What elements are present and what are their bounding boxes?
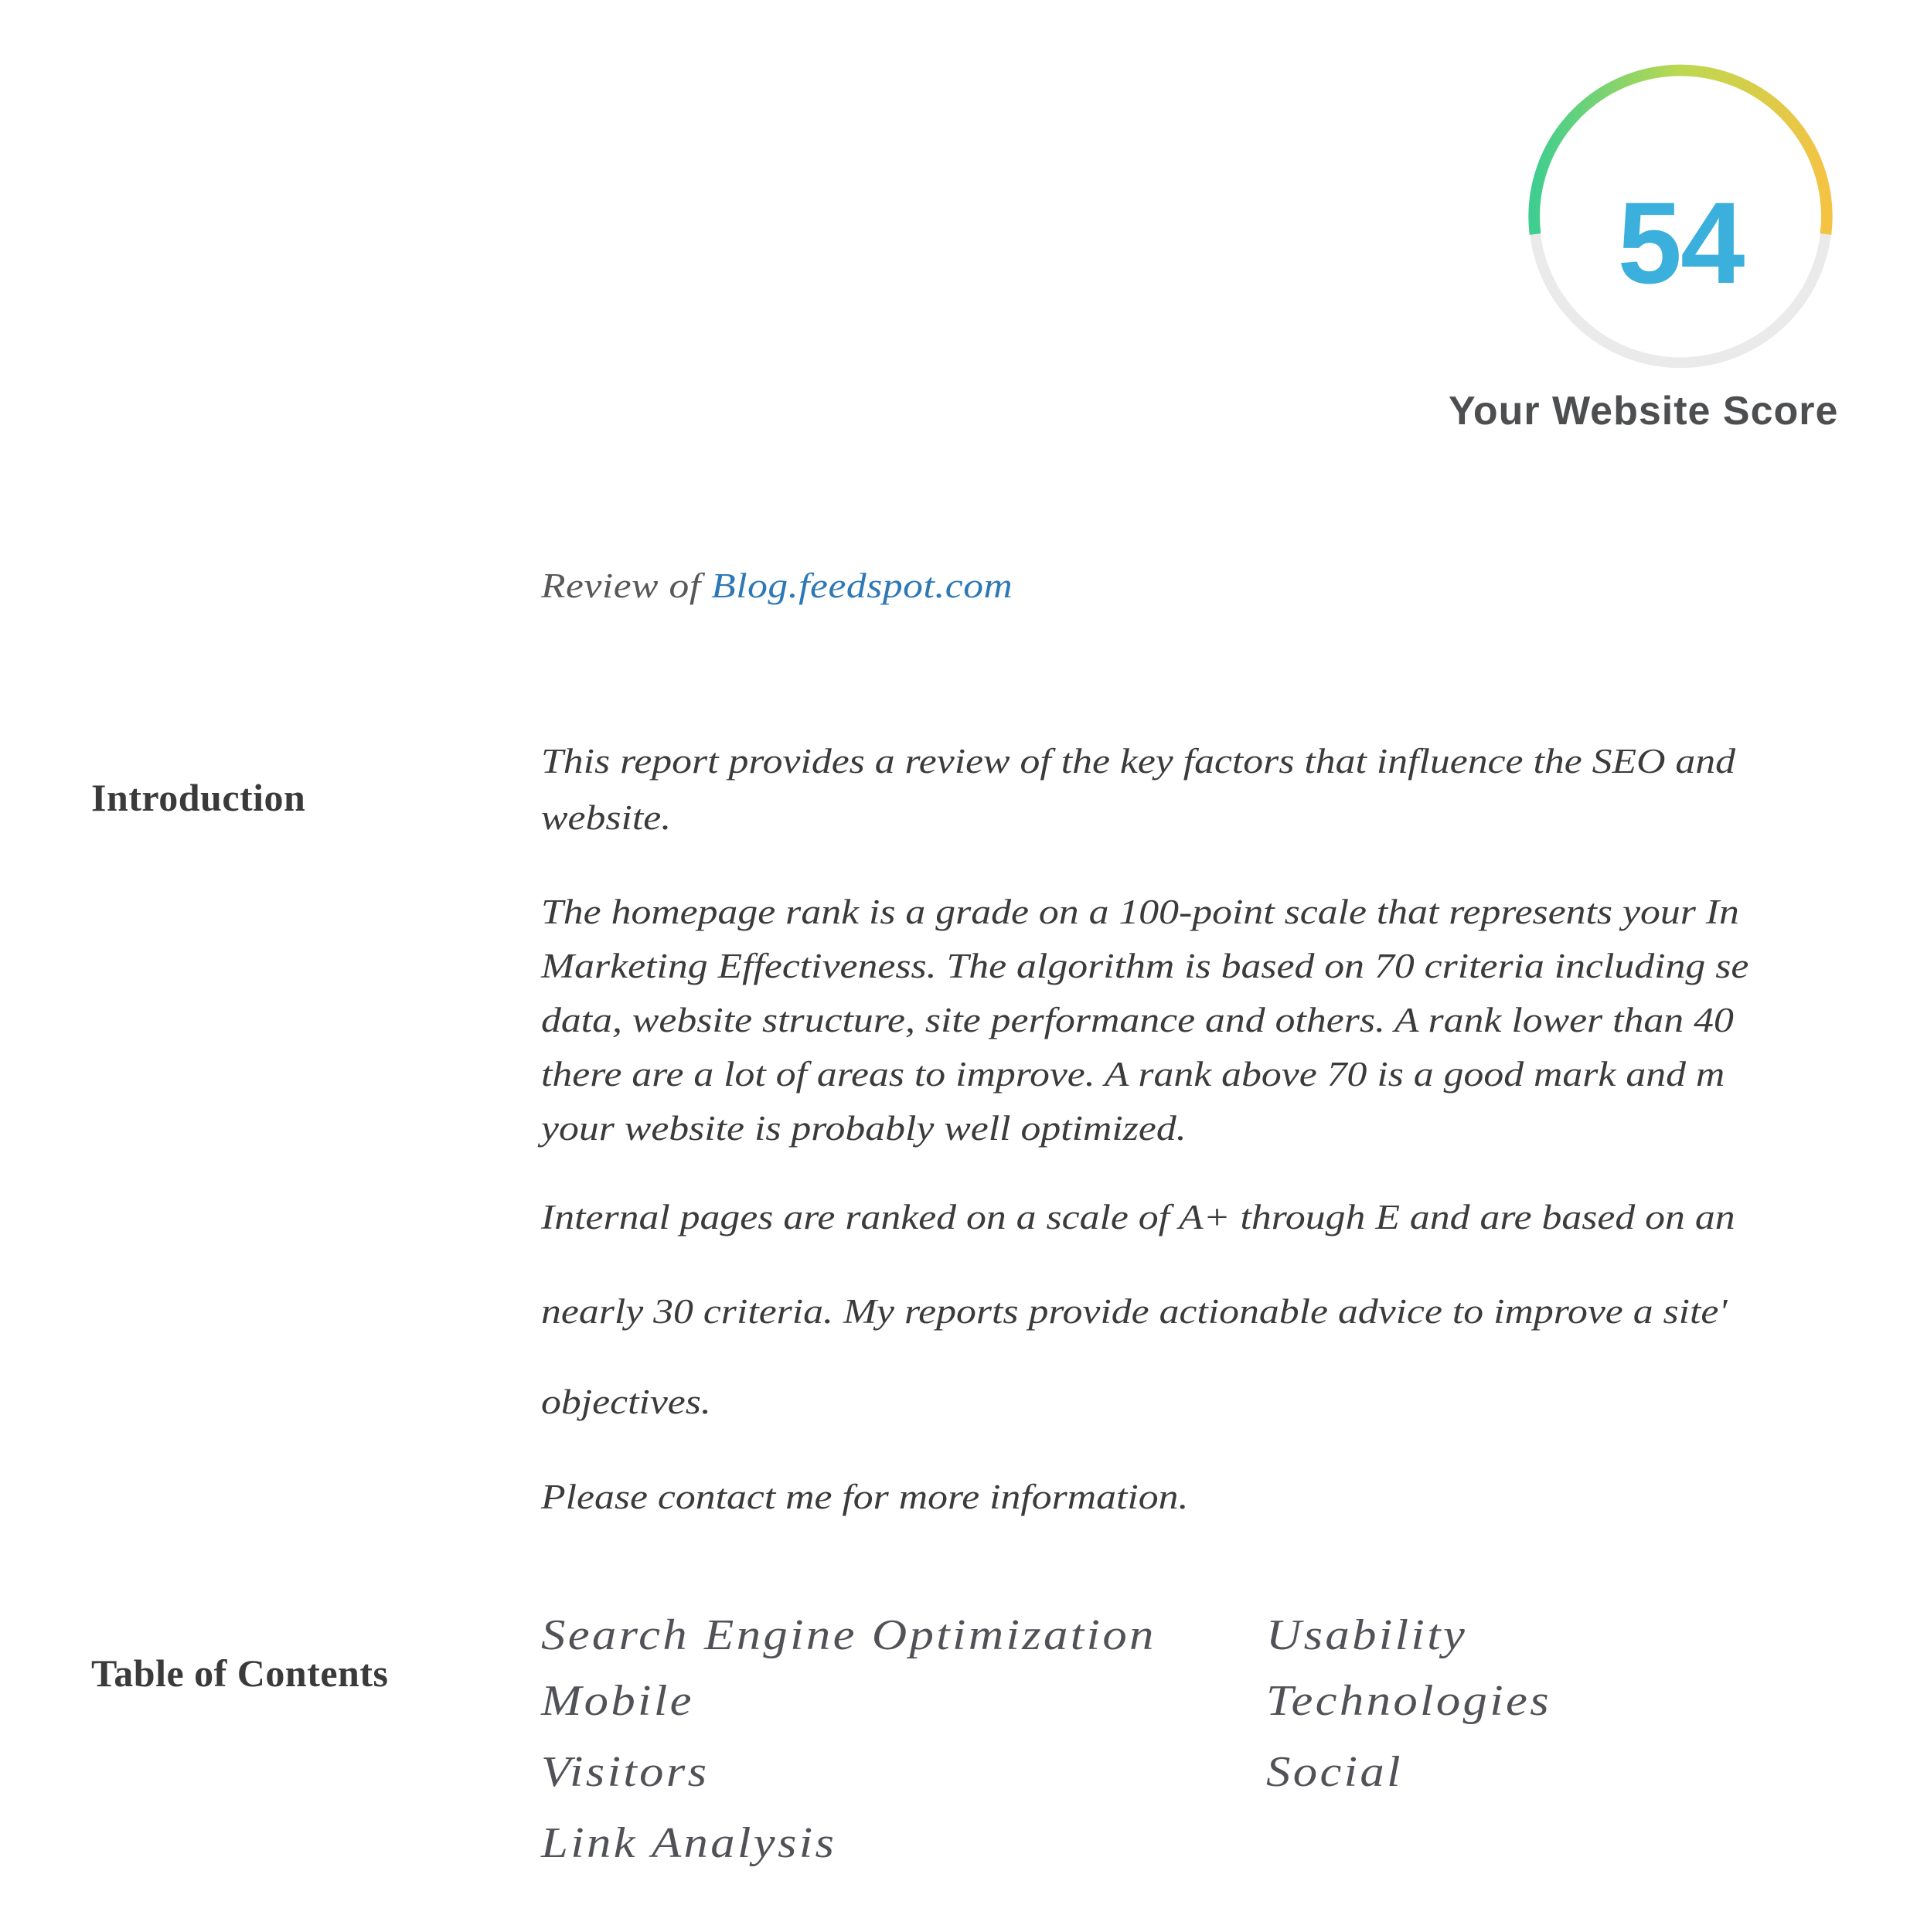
review-title (541, 565, 1013, 606)
reviewed-site-link[interactable]: Blog.feedspot.com (711, 566, 1013, 605)
intro-line-5: data, website structure, site performance and others. A rank lower than 40 (541, 1001, 1734, 1039)
toc-item-usability: Usability (1266, 1611, 1468, 1659)
intro-line-11: Please contact me for more information. (541, 1478, 1189, 1516)
toc-item-link-analysis: Link Analysis (541, 1819, 837, 1867)
toc-item-technologies: Technologies (1266, 1677, 1552, 1725)
intro-line-2: website. (541, 798, 672, 837)
intro-line-10: objectives. (541, 1383, 711, 1421)
intro-line-3: The homepage rank is a grade on a 100-point scale that represents your In (541, 893, 1739, 931)
intro-line-7: your website is probably well optimized. (541, 1109, 1187, 1148)
toc-item-search-engine-optimization: Search Engine Optimization (541, 1611, 1156, 1659)
website-score-label: Your Website Score (1449, 389, 1839, 434)
introduction-heading: Introduction (91, 775, 306, 819)
review-title-prefix: Review of (541, 566, 712, 605)
intro-line-8: Internal pages are ranked on a scale of A+ through E and are based on an (541, 1198, 1735, 1236)
toc-item-social: Social (1266, 1748, 1403, 1796)
toc-item-visitors: Visitors (541, 1748, 710, 1796)
intro-line-9: nearly 30 criteria. My reports provide actionable advice to improve a site' (541, 1292, 1728, 1331)
toc-item-mobile: Mobile (541, 1677, 694, 1725)
intro-line-4: Marketing Effectiveness. The algorithm is based on 70 criteria including se (541, 947, 1749, 985)
intro-line-6: there are a lot of areas to improve. A rank above 70 is a good mark and m (541, 1055, 1725, 1094)
website-score-gauge (1521, 57, 1840, 376)
website-score-value: 54 (1617, 177, 1744, 308)
intro-line-1: This report provides a review of the key factors that influence the SEO and (541, 742, 1736, 781)
toc-heading: Table of Contents (91, 1651, 389, 1695)
